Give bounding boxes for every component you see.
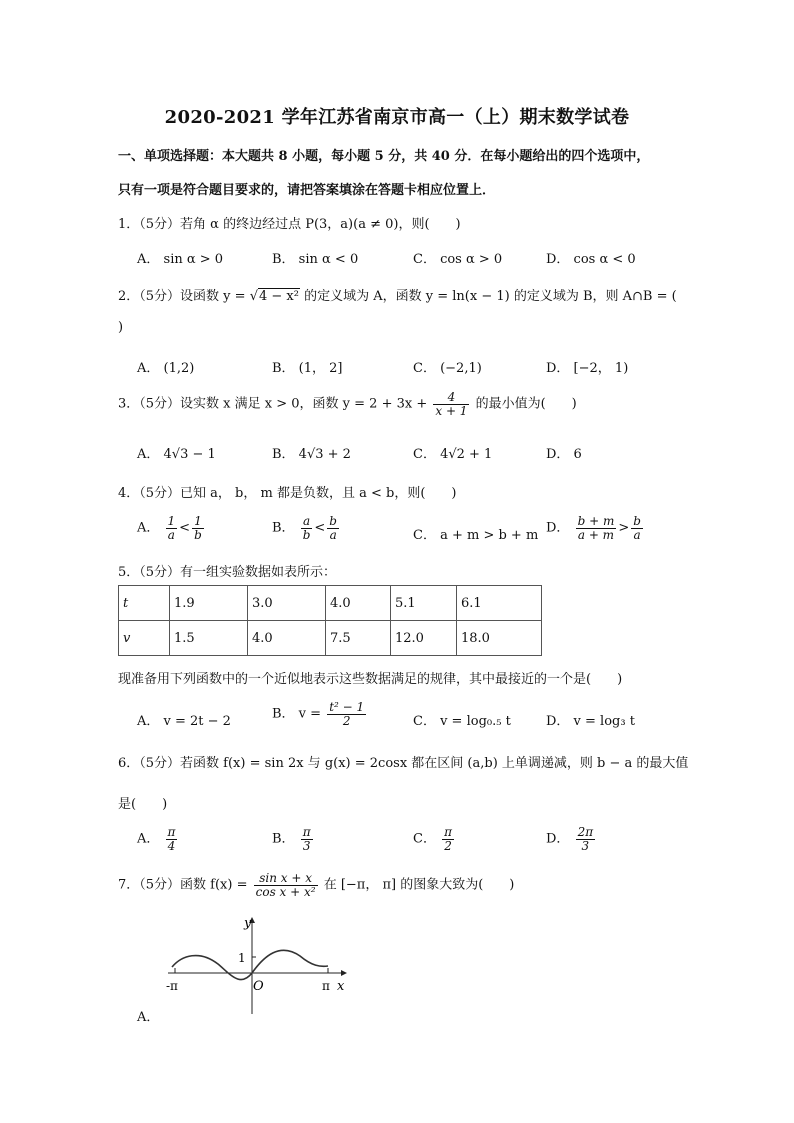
fraction — [192, 515, 204, 541]
question-3-option-c: C． 4√2 + 1 — [413, 447, 493, 462]
fraction-numerator: 2π — [577, 825, 594, 839]
question-3-option-a: A． 4√3 − 1 — [137, 447, 216, 462]
table-cell: 5.1 — [391, 586, 457, 621]
fraction-numerator: sin x + x — [254, 872, 318, 886]
question-2-stem-prefix: 2．（5分）设函数 y = — [118, 289, 250, 304]
function-graph-option-a — [160, 910, 360, 1020]
table-row — [119, 586, 542, 621]
question-4-stem: 4．（5分）已知 a， b， m 都是负数，且 a < b，则( ) — [118, 486, 457, 501]
question-1-option-c: C． cos α > 0 — [413, 252, 503, 267]
question-5-stem: 5．（5分）有一组实验数据如表所示： — [118, 565, 337, 580]
table-cell: 1.5 — [170, 621, 248, 656]
fraction-numerator: 1 — [167, 514, 176, 528]
fraction-denominator: cos x + x² — [255, 884, 316, 899]
table-cell: 4.0 — [248, 621, 326, 656]
question-4-option-c: C． a + m > b + m — [413, 528, 539, 543]
question-3-stem — [118, 391, 577, 417]
question-3-option-d: D． 6 — [546, 447, 582, 462]
table-cell: 6.1 — [457, 586, 542, 621]
comparison-operator: < — [179, 520, 191, 536]
comparison-operator: > — [618, 520, 630, 536]
table-cell: 7.5 — [326, 621, 391, 656]
fraction-numerator: 4 — [433, 391, 469, 405]
table-cell: 12.0 — [391, 621, 457, 656]
fraction — [631, 515, 643, 541]
fraction-denominator: 2 — [444, 838, 452, 853]
function-curve — [172, 950, 328, 979]
origin-label: O — [253, 979, 264, 994]
option-label: A． — [137, 831, 160, 847]
x-tick-label-right: π — [322, 979, 330, 993]
fraction-numerator: b — [329, 514, 337, 528]
question-7-stem-prefix: 7．（5分）函数 f(x) = — [118, 877, 252, 893]
question-6-stem-line2: 是( ) — [118, 797, 168, 812]
question-4-option-d — [546, 515, 645, 541]
x-tick-label-left: -π — [166, 979, 178, 993]
y-tick-label: 1 — [238, 951, 246, 965]
question-5-followup: 现准备用下列函数中的一个近似地表示这些数据满足的规律，其中最接近的一个是( ) — [118, 672, 623, 687]
question-6-stem: 6．（5分）若函数 f(x) = sin 2x 与 g(x) = 2cosx 都在区间 (a,b) 上单调递减，则 b − a 的最大值 — [118, 756, 689, 771]
table-cell: 18.0 — [457, 621, 542, 656]
fraction-denominator: 4 — [167, 838, 176, 853]
section-instructions-line1: 一、单项选择题：本大题共 8 小题，每小题 5 分，共 40 分．在每小题给出的四个选项中， — [118, 149, 650, 164]
option-label: A． — [137, 520, 160, 536]
question-2-sqrt-expr: 4 − x² — [258, 289, 299, 304]
fraction-numerator: π — [302, 825, 311, 839]
question-6-option-d — [546, 826, 597, 852]
table-cell: 3.0 — [248, 586, 326, 621]
question-2-stem — [118, 285, 677, 304]
question-3-stem-suffix: 的最小值为( ) — [471, 396, 577, 412]
fraction-numerator: π — [444, 825, 452, 839]
question-3-stem-prefix: 3．（5分）设实数 x 满足 x > 0，函数 y = 2 + 3x + — [118, 396, 432, 412]
question-3-fraction — [433, 391, 469, 417]
fraction-numerator: b + m — [577, 514, 615, 528]
table-cell: t — [119, 586, 170, 621]
question-7-fraction — [254, 872, 318, 898]
fraction-numerator: 1 — [192, 515, 204, 529]
question-2-stem-line2: ) — [118, 320, 124, 335]
fraction — [576, 515, 617, 541]
fraction — [442, 826, 454, 852]
fraction-denominator: a — [167, 527, 175, 542]
question-6-option-b — [272, 826, 315, 852]
fraction-denominator: 2 — [342, 713, 351, 728]
option-label: B． — [272, 831, 295, 847]
question-7-stem-suffix: 在 [−π， π] 的图象大致为( ) — [319, 877, 515, 893]
sqrt-symbol: √ — [249, 289, 258, 304]
question-5-option-b — [272, 701, 368, 727]
question-2-option-c: C． (−2,1) — [413, 361, 482, 376]
question-2-option-a: A． (1,2) — [137, 361, 195, 376]
question-1-option-a: A． sin α > 0 — [137, 252, 224, 267]
question-1-option-d: D． cos α < 0 — [546, 252, 636, 267]
fraction-numerator: π — [167, 825, 176, 839]
question-2-stem-suffix: 的定义域为 A，函数 y = ln(x − 1) 的定义域为 B，则 A∩B = ( — [299, 289, 677, 304]
fraction — [576, 826, 596, 852]
fraction-numerator: t² − 1 — [329, 700, 365, 714]
fraction — [327, 701, 366, 727]
question-2-option-d: D． [−2， 1) — [546, 361, 629, 376]
question-1-option-b: B． sin α < 0 — [272, 252, 359, 267]
option-label: B． v = — [272, 706, 322, 722]
question-6-option-a — [137, 826, 179, 852]
fraction-numerator: b — [633, 514, 641, 528]
question-4-option-b — [272, 515, 341, 541]
fraction — [166, 826, 178, 852]
fraction-denominator: b — [302, 527, 311, 542]
comparison-operator: < — [314, 520, 326, 536]
fraction-denominator: x + 1 — [435, 403, 468, 418]
option-label: D． — [546, 520, 570, 536]
fraction — [327, 515, 339, 541]
question-7-stem — [118, 872, 514, 898]
question-5-option-d: D． v = log₃ t — [546, 714, 635, 729]
question-7-option-a: A． — [137, 1010, 160, 1025]
fraction-denominator: a — [329, 527, 337, 542]
fraction-denominator: a — [633, 527, 641, 542]
question-5-option-c: C． v = log₀.₅ t — [413, 714, 511, 729]
option-label: D． — [546, 831, 570, 847]
data-table — [118, 585, 542, 656]
section-instructions-line2: 只有一项是符合题目要求的，请把答案填涂在答题卡相应位置上． — [118, 183, 496, 198]
page-title: 2020-2021 学年江苏省南京市高一（上）期末数学试卷 — [164, 107, 630, 128]
fraction-numerator: a — [301, 515, 313, 529]
option-label: C． — [413, 831, 436, 847]
question-3-option-b: B． 4√3 + 2 — [272, 447, 351, 462]
fraction-denominator: b — [194, 527, 202, 542]
fraction-denominator: 3 — [302, 838, 311, 853]
fraction — [301, 826, 313, 852]
fraction — [166, 515, 178, 541]
option-label: B． — [272, 520, 295, 536]
question-5-option-a: A． v = 2t − 2 — [137, 714, 231, 729]
table-cell: 4.0 — [326, 586, 391, 621]
question-4-option-a — [137, 515, 206, 541]
question-1-stem: 1．（5分）若角 α 的终边经过点 P(3，a)(a ≠ 0)，则( ) — [118, 217, 461, 232]
table-cell: 1.9 — [170, 586, 248, 621]
x-axis-label: x — [337, 979, 345, 994]
fraction-denominator: a + m — [577, 527, 615, 542]
question-6-option-c — [413, 826, 456, 852]
table-row — [119, 621, 542, 656]
question-2-option-b: B． (1， 2] — [272, 361, 343, 376]
y-axis-label: y — [244, 916, 252, 931]
fraction-denominator: 3 — [581, 838, 590, 853]
table-cell: v — [119, 621, 170, 656]
fraction — [301, 515, 313, 541]
